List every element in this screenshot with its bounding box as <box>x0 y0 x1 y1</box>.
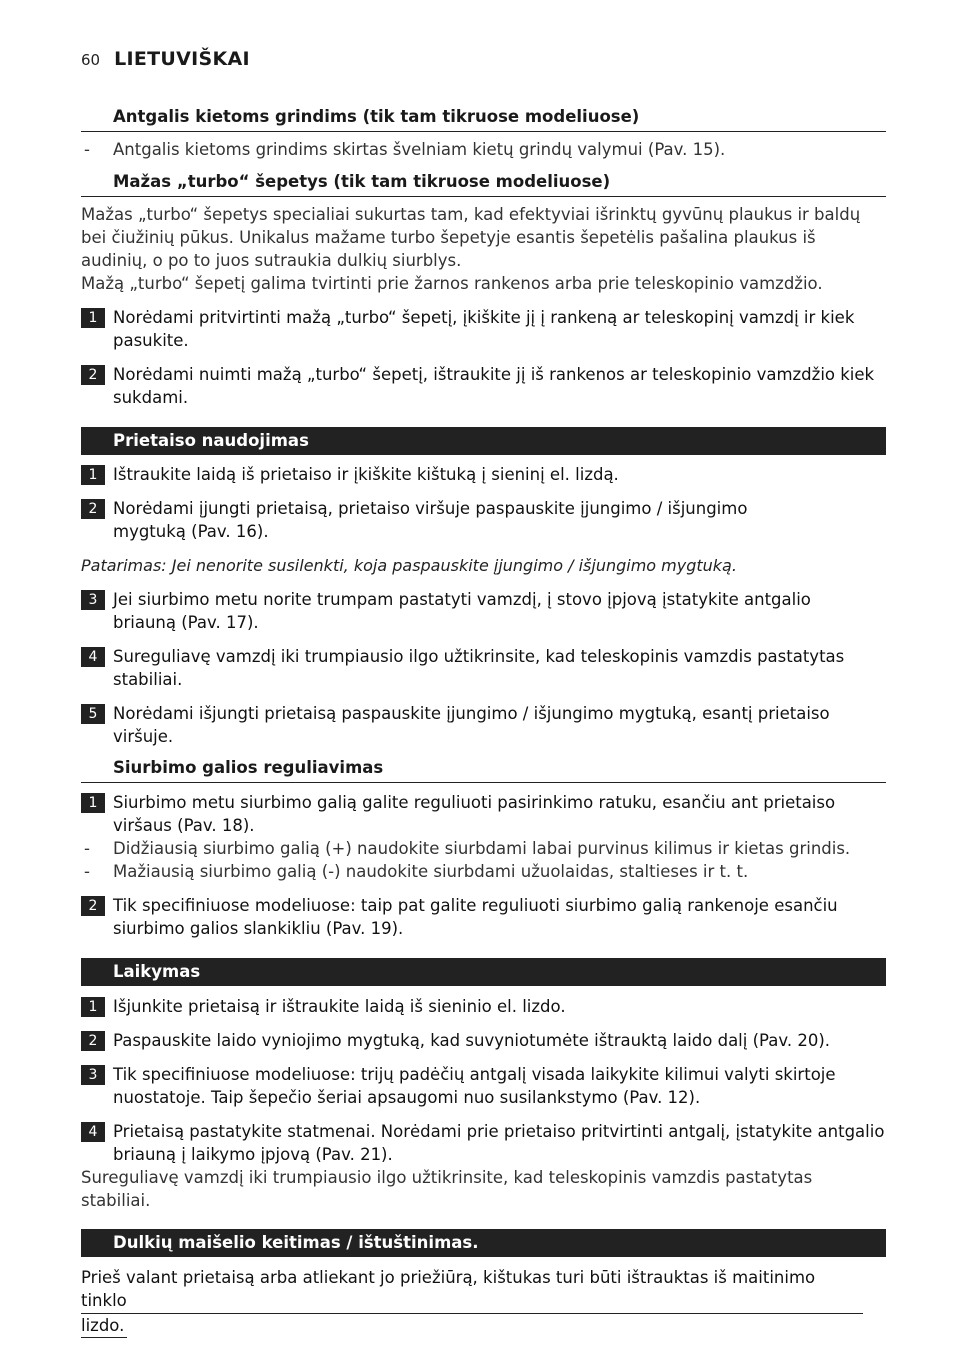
page-header <box>81 48 250 74</box>
step-number-badge: 3 <box>81 1065 105 1085</box>
step-number-badge: 2 <box>81 499 105 519</box>
bullet-hard-floor: - Antgalis kietoms grindims skirtas švelniam kietų grindų valymui (Pav. 15). <box>81 138 886 161</box>
page-content <box>81 106 886 1338</box>
power-bullet-max: - Didžiausią siurbimo galią (+) naudokite siurbdami labai purvinus kilimus ir kietas grindis. <box>81 837 886 860</box>
power-step-2 <box>81 894 873 940</box>
step-text: Siurbimo metu siurbimo galią galite reguliuoti pasirinkimo ratuku, esančiu ant prietaiso viršaus (Pav. 18). <box>113 793 836 835</box>
step-number-badge: 1 <box>81 308 105 328</box>
turbo-paragraph-2: Mažą „turbo“ šepetį galima tvirtinti prie žarnos rankenos arba prie teleskopinio vamzdžio. <box>81 274 823 293</box>
usage-step-2 <box>81 497 813 543</box>
step-number-badge: 4 <box>81 647 105 667</box>
step-text: Sureguliavę vamzdį iki trumpiausio ilgo užtikrinsite, kad teleskopinis vamzdis pastatytas stabiliai. <box>113 647 845 689</box>
turbo-step-2 <box>81 363 886 409</box>
turbo-paragraph-1: Mažas „turbo“ šepetys specialiai sukurtas tam, kad efektyviai išrinktų gyvūnų plaukus ir baldų bei čiužinių pūkus. Unikalus mažame turbo šepetyje esantis šepetėlis pašalina plaukus iš audinių, o po to juos sutraukia dulkių siurblys. <box>81 205 861 270</box>
heading-turbo-brush: Mažas „turbo“ šepetys (tik tam tikruose modeliuose) <box>81 171 886 197</box>
heading-suction-power: Siurbimo galios reguliavimas <box>81 757 886 783</box>
step-text: Ištraukite laidą iš prietaiso ir įkiškite kištuką į sieninį el. lizdą. <box>113 465 619 484</box>
step-text: Tik specifiniuose modeliuose: trijų padėčių antgalį visada laikykite kilimui valyti skirtoje nuostatoje. Taip šepečio šeriai apsaugomi nuo susilankstymo (Pav. 12). <box>113 1065 836 1107</box>
storage-step-3 <box>81 1063 886 1109</box>
step-text: Prietaisą pastatykite statmenai. Norėdami prie prietaiso pritvirtinti antgalį, įstatykite antgalio briauną į laikymo įpjovą (Pav. 21). <box>113 1122 885 1164</box>
heading-storage: Laikymas <box>81 958 886 986</box>
heading-dust-bag: Dulkių maišelio keitimas / ištuštinimas. <box>81 1229 886 1257</box>
step-text: Norėdami išjungti prietaisą paspauskite įjungimo / išjungimo mygtuką, esantį prietaiso viršuje. <box>113 704 830 746</box>
heading-appliance-usage: Prietaiso naudojimas <box>81 427 886 455</box>
dust-bag-warning-line-2: lizdo. <box>81 1314 127 1338</box>
step-number-badge: 1 <box>81 793 105 813</box>
step-number-badge: 2 <box>81 1031 105 1051</box>
power-bullet-min: - Mažiausią siurbimo galią (-) naudokite siurbdami užuolaidas, staltieses ir t. t. <box>81 860 886 883</box>
storage-after-note: Sureguliavę vamzdį iki trumpiausio ilgo užtikrinsite, kad teleskopinis vamzdis pastatytas stabiliai. <box>81 1168 813 1210</box>
step-number-badge: 2 <box>81 896 105 916</box>
storage-step-4 <box>81 1120 886 1166</box>
step-number-badge: 4 <box>81 1122 105 1142</box>
dust-bag-warning-line-1: Prieš valant prietaisą arba atliekant jo priežiūrą, kištukas turi būti ištrauktas iš maitinimo tinklo <box>81 1266 863 1314</box>
turbo-step-1 <box>81 306 886 352</box>
usage-step-4 <box>81 645 873 691</box>
step-number-badge: 1 <box>81 997 105 1017</box>
step-number-badge: 3 <box>81 590 105 610</box>
usage-tip: Patarimas: Jei nenorite susilenkti, koja paspauskite įjungimo / išjungimo mygtuką. <box>81 556 737 575</box>
step-number-badge: 1 <box>81 465 105 485</box>
page-number: 60 <box>81 51 101 69</box>
step-number-badge: 5 <box>81 704 105 724</box>
usage-step-1 <box>81 463 886 486</box>
language-title: LIETUVIŠKAI <box>114 48 250 70</box>
step-text: Norėdami įjungti prietaisą, prietaiso viršuje paspauskite įjungimo / išjungimo mygtuką (Pav. 16). <box>113 499 748 541</box>
step-text: Tik specifiniuose modeliuose: taip pat galite reguliuoti siurbimo galią rankenoje esančiu siurbimo galios slankikliu (Pav. 19). <box>113 896 838 938</box>
step-text: Norėdami pritvirtinti mažą „turbo“ šepetį, įkiškite jį į rankeną ar teleskopinį vamzdį ir kiek pasukite. <box>113 308 855 350</box>
power-step-1 <box>81 791 873 837</box>
heading-hard-floor-nozzle: Antgalis kietoms grindims (tik tam tikruose modeliuose) <box>81 106 886 132</box>
step-text: Jei siurbimo metu norite trumpam pastatyti vamzdį, į stovo įpjovą įstatykite antgalio briauną (Pav. 17). <box>113 590 811 632</box>
usage-step-3 <box>81 588 853 634</box>
usage-step-5 <box>81 702 886 748</box>
step-text: Norėdami nuimti mažą „turbo“ šepetį, ištraukite jį iš rankenos ar teleskopinio vamzdžio kiek sukdami. <box>113 365 875 407</box>
storage-step-2 <box>81 1029 886 1052</box>
step-number-badge: 2 <box>81 365 105 385</box>
step-text: Paspauskite laido vyniojimo mygtuką, kad suvyniotumėte ištrauktą laido dalį (Pav. 20). <box>113 1031 831 1050</box>
step-text: Išjunkite prietaisą ir ištraukite laidą iš sieninio el. lizdo. <box>113 997 566 1016</box>
storage-step-1 <box>81 995 886 1018</box>
